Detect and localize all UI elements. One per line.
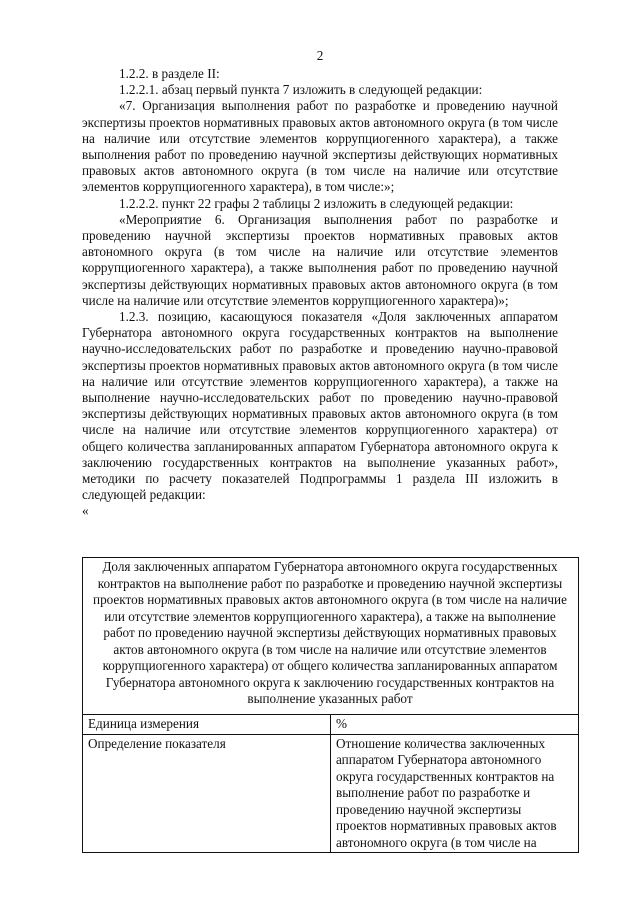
indicator-table [82,557,579,853]
opening-quote-mark: « [82,503,89,519]
document-body [82,66,558,517]
paragraph-measure-6-quote: «Мероприятие 6. Организация выполнения работ по разработке и проведению научной экспертизы проектов нормативных правовых актов автономного округа (в том числе на наличие или отсутствие элементов коррупциогенного характера), а также выполнения работ по проведению научной экспертизы действующих нормативных правовых актов автономного округа (в том числе на наличие или отсутствие элементов коррупциогенного характера)»; [82,211,558,308]
paragraph-item-7-quote: «7. Организация выполнения работ по разработке и проведению научной экспертизы проектов нормативных правовых актов автономного округа (в том числе на наличие или отсутствие элементов коррупциогенного характера), а также выполнения работ по проведению научной экспертизы действующих нормативных правовых актов автономного округа (в том числе на наличие или отсутствие элементов коррупциогенного характера), в том числе:»; [82,98,558,195]
row-label-definition: Определение показателя [83,734,331,853]
row-value-definition: Отношение количества заключенных аппаратом Губернатора автономного округа государственных контрактов на выполнение работ по разработке и проведению научной экспертизы проектов нормативных правовых актов автономного округа (в том числе на [331,734,579,853]
table-caption: Доля заключенных аппаратом Губернатора автономного округа государственных контрактов на выполнение работ по разработке и проведению научной экспертизы проектов нормативных правовых актов автономного округа (в том числе на наличие или отсутствие элементов коррупциогенного характера), а также на выполнение работ по проведению научной экспертизы действующих нормативных правовых актов автономного округа (в том числе на наличие или отсутствие элементов коррупциогенного характера) от общего количества запланированных аппаратом Губернатора автономного округа к заключению государственных контрактов на выполнение указанных работ [83,558,579,715]
paragraph-1-2-3: 1.2.3. позицию, касающуюся показателя «Доля заключенных аппаратом Губернатора автономного округа государственных контрактов на выполнение научно-исследовательских работ по разработке и проведению научно-правовой экспертизы проектов нормативных правовых актов автономного округа (в том числе на наличие или отсутствие элементов коррупциогенного характера), а также на выполнение научно-исследовательских работ по проведению научно-правовой экспертизы действующих нормативных правовых актов автономного округа (в том числе на наличие или отсутствие элементов коррупциогенного характера) от общего количества запланированных аппаратом Губернатора автономного округа к заключению государственных контрактов на выполнение указанных работ», методики по расчету показателей Подпрограммы 1 раздела III изложить в следующей редакции: [82,309,558,503]
page-number: 2 [316,48,324,63]
paragraph-1-2-2-2: 1.2.2.2. пункт 22 графы 2 таблицы 2 изложить в следующей редакции: [119,195,514,211]
table-row [83,734,579,853]
row-value-unit: % [331,715,579,735]
paragraph-1-2-2: 1.2.2. в разделе II: [119,66,220,81]
table-caption-row [83,558,579,715]
paragraph-1-2-2-1: 1.2.2.1. абзац первый пункта 7 изложить в следующей редакции: [119,82,483,98]
row-label-unit: Единица измерения [83,715,331,735]
table-row [83,715,579,735]
